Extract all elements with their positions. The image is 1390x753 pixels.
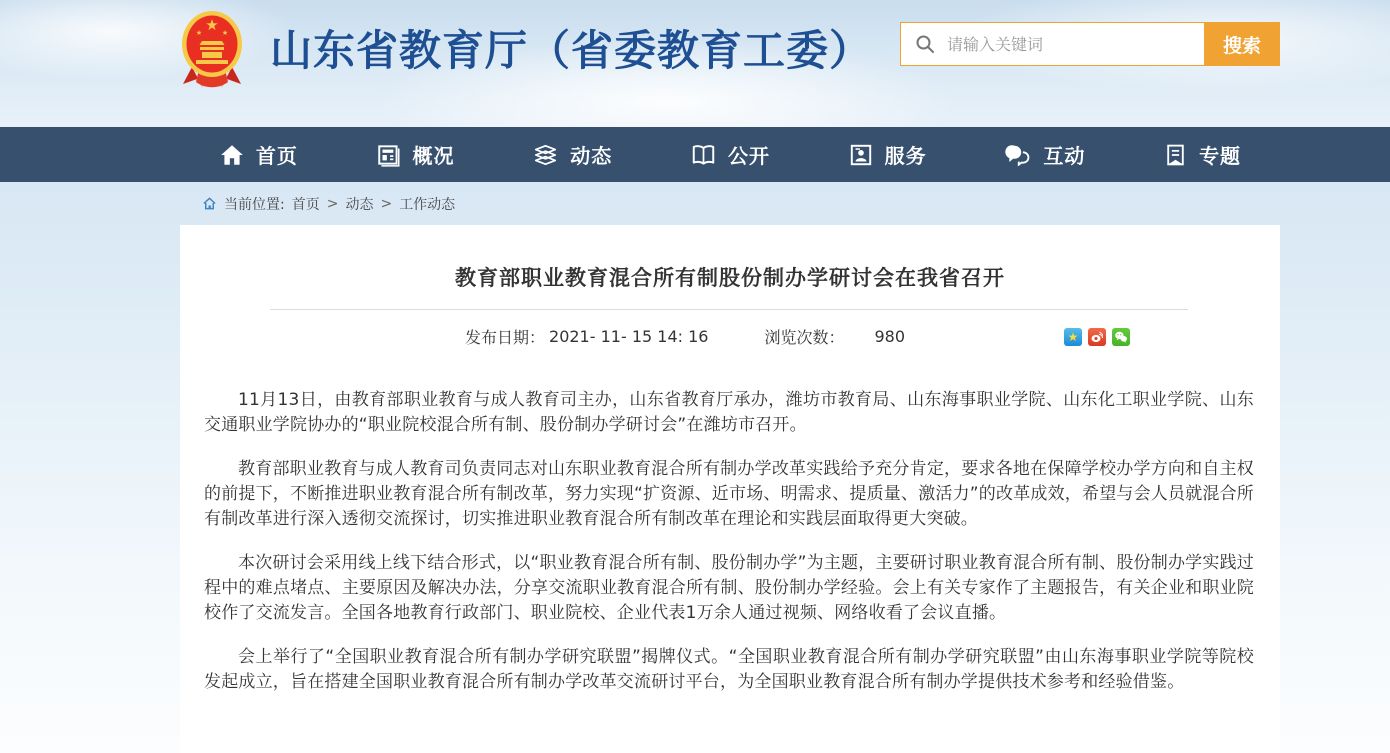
svg-text:★: ★ [221,29,229,37]
search-icon [915,34,935,54]
content-panel [180,225,1280,753]
nav-item-overview[interactable] [376,140,455,169]
breadcrumb [180,182,1280,225]
views-value: 980 [874,327,906,346]
article-body [180,388,1280,695]
title-divider [270,309,1188,310]
nav-item-news[interactable] [532,140,612,169]
nav-label: 首页 [255,144,298,168]
article-paragraph: 会上举行了“全国职业教育混合所有制办学研究联盟”揭牌仪式。“全国职业教育混合所有制办学研究联盟”由山东海事职业学院等院校发起成立，旨在搭建全国职业教育混合所有制办学改革交流研讨平台，为全国职业教育混合所有制办学提供技术参考和经验借鉴。 [204,647,1254,692]
newspaper-icon [376,142,402,168]
weibo-share-icon[interactable] [1088,328,1106,346]
breadcrumb-link-work-news[interactable]: 工作动态 [399,196,456,213]
svg-text:★: ★ [195,29,203,37]
nav-label: 服务 [884,144,927,168]
breadcrumb-prefix: 当前位置: [224,196,285,213]
breadcrumb-separator: > [380,195,393,212]
nav-label: 专题 [1199,144,1242,168]
article-title: 教育部职业教育混合所有制股份制办学研讨会在我省召开 [455,266,1005,290]
svg-text:★: ★ [205,16,219,34]
nav-item-disclosure[interactable] [690,140,770,169]
search-button[interactable]: 搜索 [1204,22,1280,66]
publish-date-value: 2021- 11- 15 14: 16 [549,327,709,346]
open-book-icon [690,142,717,168]
article-paragraph: 11月13日，由教育部职业教育与成人教育司主办，山东省教育厅承办，潍坊市教育局、山东海事职业学院、山东化工职业学院、山东交通职业学院协办的“职业院校混合所有制、股份制办学研讨会”在潍坊市召开。 [204,390,1254,435]
home-outline-icon [202,196,217,211]
publish-date-label: 发布日期： [465,328,546,347]
search-box [900,22,1280,66]
article-meta [180,325,1280,348]
chat-bubbles-icon [1004,142,1032,168]
nav-item-services[interactable] [848,140,927,169]
site-header [0,0,1390,127]
main-nav [0,127,1390,182]
breadcrumb-link-news[interactable]: 动态 [345,196,374,213]
qzone-share-icon[interactable]: ★ [1064,328,1082,346]
nav-item-interaction[interactable] [1004,140,1085,169]
national-emblem-logo [180,9,244,91]
home-icon [219,142,245,168]
nav-label: 公开 [727,144,770,168]
site-title: 山东省教育厅（省委教育工委） [270,26,873,75]
nav-item-topics[interactable] [1163,140,1241,169]
article-paragraph: 本次研讨会采用线上线下结合形式，以“职业教育混合所有制、股份制办学”为主题，主要研讨职业教育混合所有制、股份制办学实践过程中的难点堵点、主要原因及解决办法，分享交流职业教育混合所有制、股份制办学经验。会上有关专家作了主题报告，有关企业和职业院校作了交流发言。全国各地教育行政部门、职业院校、企业代表1万余人通过视频、网络收看了会议直播。 [204,553,1254,623]
breadcrumb-separator: > [326,195,339,212]
nav-label: 互动 [1043,144,1086,168]
views-label: 浏览次数： [764,328,845,347]
share-buttons [1064,328,1130,346]
nav-label: 动态 [570,144,613,168]
breadcrumb-link-home[interactable]: 首页 [291,196,320,213]
stacked-books-icon [532,142,559,168]
search-input[interactable] [945,23,1204,65]
wechat-share-icon[interactable] [1112,328,1130,346]
nav-label: 概况 [412,144,455,168]
document-icon [1163,142,1188,168]
nav-item-home[interactable] [219,140,298,169]
article-paragraph: 教育部职业教育与成人教育司负责同志对山东职业教育混合所有制办学改革实践给予充分肯定，要求各地在保障学校办学方向和自主权的前提下，不断推进职业教育混合所有制改革，努力实现“扩资源、近市场、明需求、提质量、激活力”的改革成效，希望与会人员就混合所有制改革进行深入透彻交流探讨，切实推进职业教育混合所有制改革在理论和实践层面取得更大突破。 [204,459,1255,529]
service-card-icon [848,142,874,168]
